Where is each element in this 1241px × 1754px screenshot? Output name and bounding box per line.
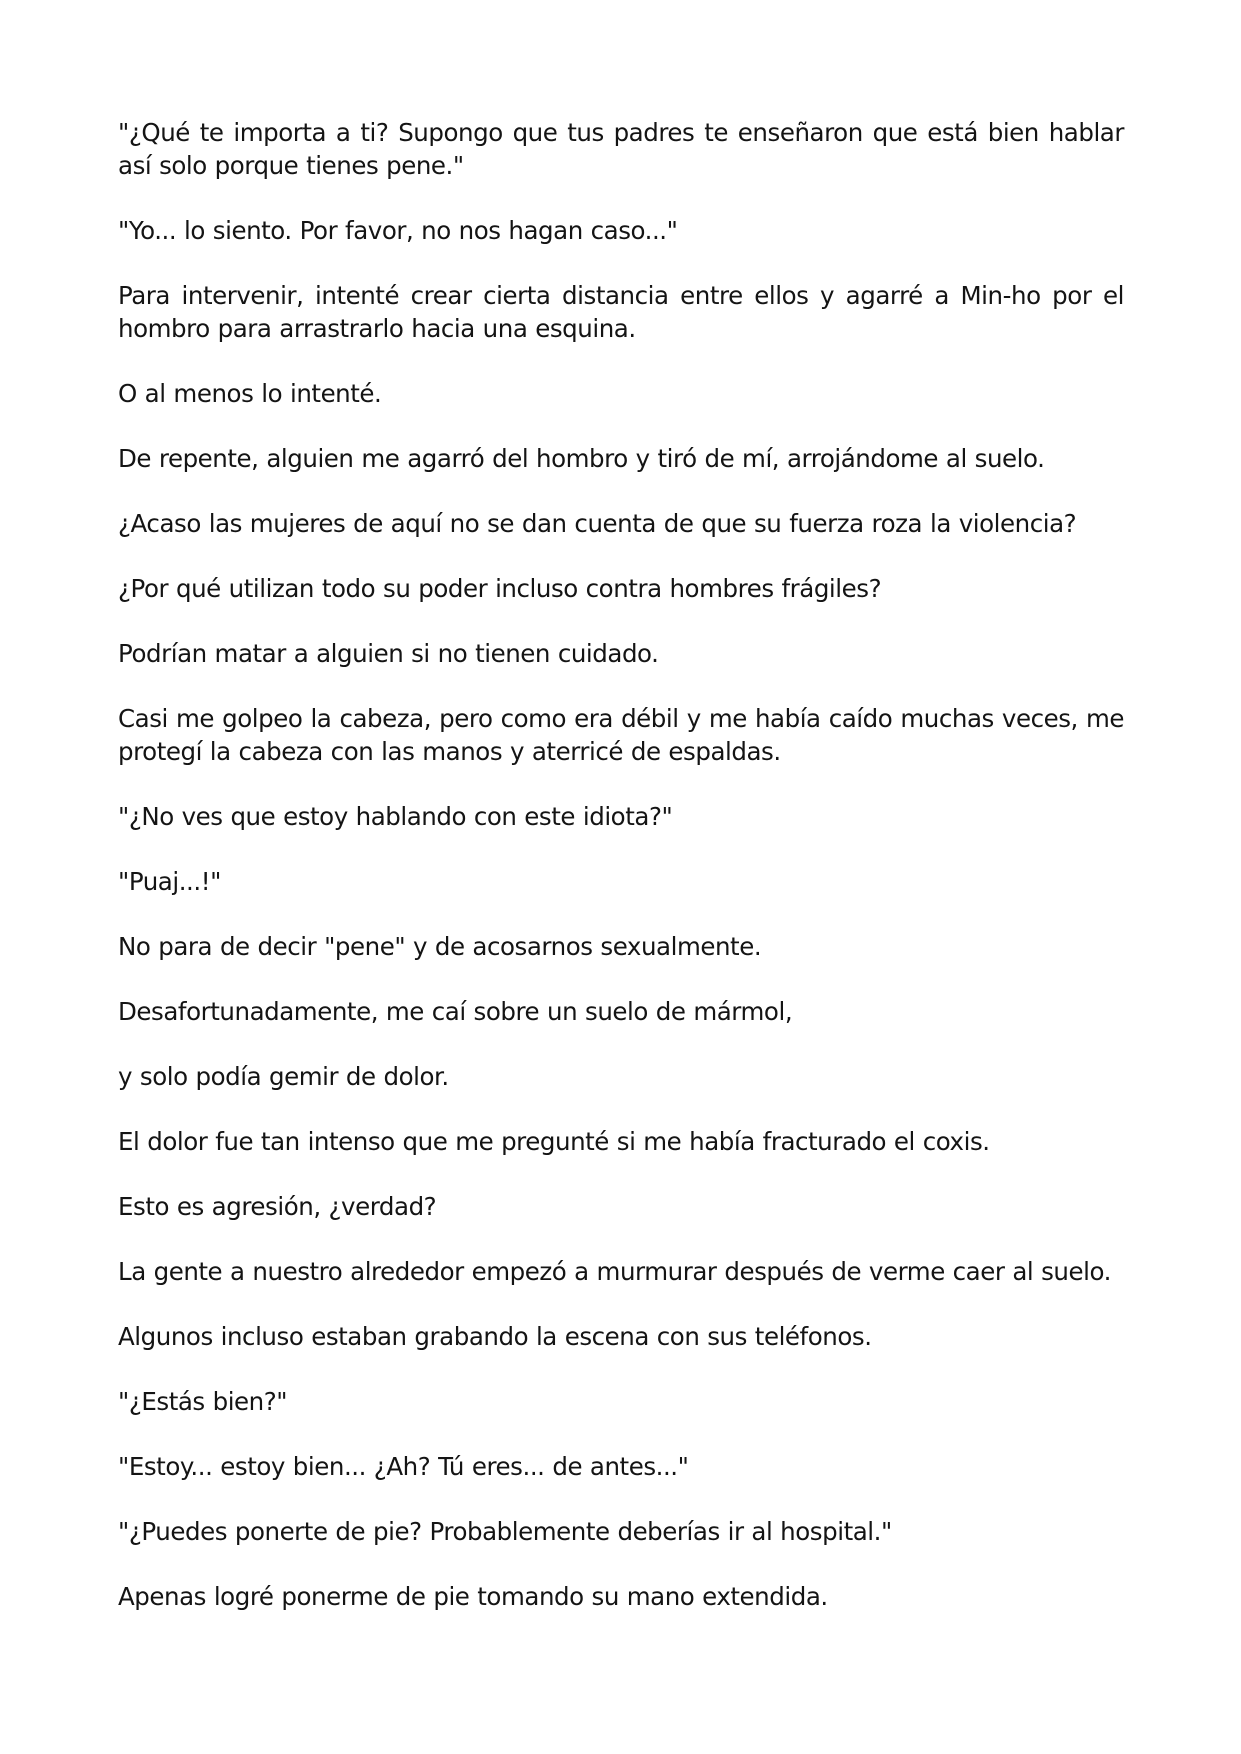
paragraph: Para intervenir, intenté crear cierta distancia entre ellos y agarré a Min-ho por el hombro para arrastrarlo hacia una esquina. [118, 281, 1124, 343]
paragraph: El dolor fue tan intenso que me pregunté si me había fracturado el coxis. [118, 1127, 990, 1156]
paragraph: y solo podía gemir de dolor. [118, 1062, 449, 1091]
paragraph: No para de decir "pene" y de acosarnos sexualmente. [118, 932, 762, 961]
paragraph: Apenas logré ponerme de pie tomando su mano extendida. [118, 1582, 828, 1611]
paragraph: O al menos lo intenté. [118, 379, 382, 408]
paragraph: "¿Qué te importa a ti? Supongo que tus padres te enseñaron que está bien hablar así solo porque tienes pene." [118, 118, 1124, 180]
paragraph: "¿Puedes ponerte de pie? Probablemente deberías ir al hospital." [118, 1517, 892, 1546]
paragraph: "Puaj...!" [118, 867, 221, 896]
paragraph: Podrían matar a alguien si no tienen cuidado. [118, 639, 659, 668]
paragraph: La gente a nuestro alrededor empezó a murmurar después de verme caer al suelo. [118, 1257, 1111, 1286]
paragraph: Algunos incluso estaban grabando la escena con sus teléfonos. [118, 1322, 872, 1351]
paragraph: "¿No ves que estoy hablando con este idiota?" [118, 802, 673, 831]
paragraph: ¿Acaso las mujeres de aquí no se dan cuenta de que su fuerza roza la violencia? [118, 509, 1077, 538]
paragraph: "Estoy... estoy bien... ¿Ah? Tú eres... de antes..." [118, 1452, 689, 1481]
paragraph: ¿Por qué utilizan todo su poder incluso contra hombres frágiles? [118, 574, 882, 603]
paragraph: De repente, alguien me agarró del hombro y tiró de mí, arrojándome al suelo. [118, 444, 1045, 473]
paragraph: Esto es agresión, ¿verdad? [118, 1192, 437, 1221]
paragraph: "¿Estás bien?" [118, 1387, 288, 1416]
document-page [118, 116, 1124, 1645]
paragraph: "Yo... lo siento. Por favor, no nos hagan caso..." [118, 216, 678, 245]
paragraph: Casi me golpeo la cabeza, pero como era débil y me había caído muchas veces, me protegí la cabeza con las manos y aterricé de espaldas. [118, 704, 1124, 766]
paragraph: Desafortunadamente, me caí sobre un suelo de mármol, [118, 997, 793, 1026]
